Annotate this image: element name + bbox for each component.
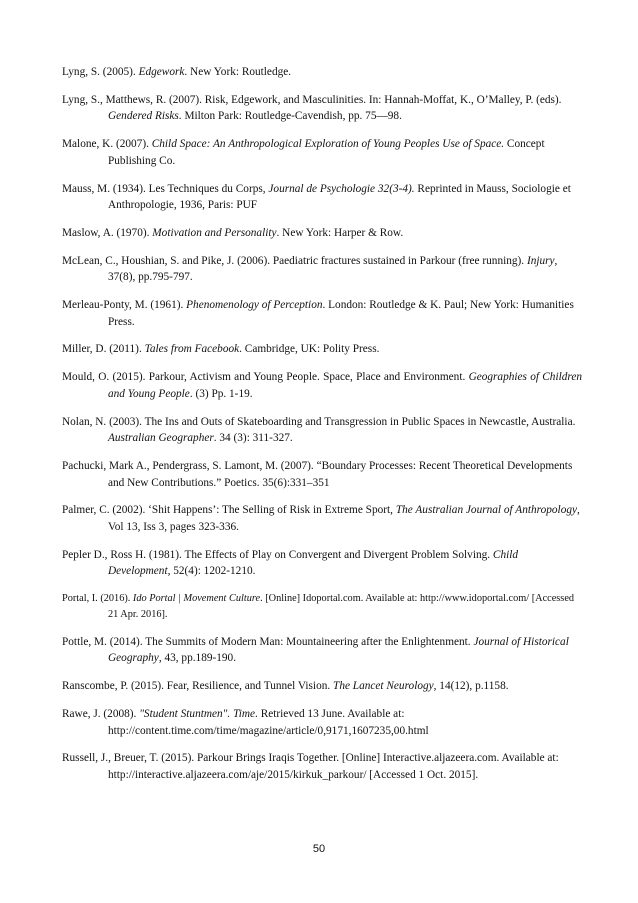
reference-pottle-2014: Pottle, M. (2014). The Summits of Modern Man: Mountaineering after the Enlightenment. Journal of Historical Geography, 43, pp.189-190. [62,635,569,665]
reference-ranscombe-2015: Ranscombe, P. (2015). Fear, Resilience, and Tunnel Vision. The Lancet Neurology, 14(12), p.1158. [62,680,509,693]
reference-portal-2016: Portal, I. (2016). Ido Portal | Movement Culture. [Online] Idoportal.com. Available at: http://www.idoportal.com/ [Accessed 21 Apr. 2016]. [62,593,575,620]
reference-mclean-2006: McLean, C., Houshian, S. and Pike, J. (2006). Paediatric fractures sustained in Parkour (free running). Injury, 37(8), pp.795-797. [62,254,558,284]
reference-pachucki-2007: Pachucki, Mark A., Pendergrass, S. Lamont, M. (2007). “Boundary Processes: Recent Theoretical Developments and New Contributions.” Poetics. 35(6):331–351 [62,459,573,489]
reference-maslow-1970: Maslow, A. (1970). Motivation and Personality. New York: Harper & Row. [62,226,404,239]
reference-lyng-2005: Lyng, S. (2005). Edgework. New York: Routledge. [62,66,292,78]
reference-miller-2011: Miller, D. (2011). Tales from Facebook. Cambridge, UK: Polity Press. [62,343,380,356]
reference-nolan-2003: Nolan, N. (2003). The Ins and Outs of Skateboarding and Transgression in Public Spaces in Newcastle, Australia. Australian Geographer. 34 (3): 311-327. [62,415,576,445]
reference-mauss-1934: Mauss, M. (1934). Les Techniques du Corps, Journal de Psychologie 32(3-4). Reprinted in Mauss, Sociologie et Anthropologie, 1936, Paris: PUF [62,182,571,212]
reference-rawe-2008: Rawe, J. (2008). "Student Stuntmen". Time. Retrieved 13 June. Available at: http://content.time.com/time/magazine/article/0,9171,1607235,00.html [62,708,429,737]
reference-merleau-ponty-1961: Merleau-Ponty, M. (1961). Phenomenology of Perception. London: Routledge & K. Paul; New York: Humanities Press. [62,299,574,328]
page-number: 50 [312,843,326,855]
reference-malone-2007: Malone, K. (2007). Child Space: An Anthropological Exploration of Young Peoples Use of Space. Concept Publishing Co. [62,138,545,167]
reference-mould-2015: Mould, O. (2015). Parkour, Activism and Young People. Space, Place and Environment. Geographies of Children and Young People. (3) Pp. 1-19. [62,371,583,400]
reference-pepler-1981: Pepler D., Ross H. (1981). The Effects of Play on Convergent and Divergent Problem Solving. Child Development, 52(4): 1202-1210. [62,548,519,578]
reference-lyng-matthews-2007: Lyng, S., Matthews, R. (2007). Risk, Edgework, and Masculinities. In: Hannah-Moffat, K., O’Malley, P. (eds). Gendered Risks. Milton Park: Routledge-Cavendish, pp. 75—98. [62,93,562,123]
reference-russell-2015: Russell, J., Breuer, T. (2015). Parkour Brings Iraqis Together. [Online] Interactive.aljazeera.com. Available at: http://interactive.aljazeera.com/aje/2015/kirkuk_parkour/ [Accessed 1 Oct. 2015]. [62,752,559,781]
reference-palmer-2002: Palmer, C. (2002). ‘Shit Happens’: The Selling of Risk in Extreme Sport, The Australian Journal of Anthropology, Vol 13, Iss 3, pages 323-336. [62,504,580,533]
reference-list [62,64,582,795]
